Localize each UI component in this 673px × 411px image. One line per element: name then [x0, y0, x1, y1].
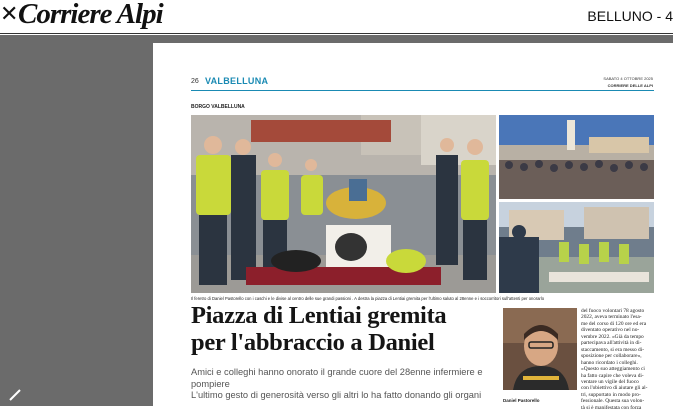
article-line: fessionale. Questa sua volon- [581, 398, 645, 405]
portrait-caption: Daniel Pastorello [503, 398, 540, 403]
site-header [0, 0, 673, 34]
publication-name: CORRIERE DELLE ALPI [607, 83, 653, 88]
article-line: del fuoco volontari 78 agosto [581, 308, 645, 314]
headline-line-1: Piazza di Lentiai gremita [191, 302, 447, 329]
article-line: me del corso di 120 ore ed era [581, 320, 647, 327]
section-title: VALBELLUNA [205, 76, 269, 86]
page-number: 26 [191, 78, 199, 85]
article-subhead [191, 367, 491, 402]
article-line: tà si è manifestata con forza [581, 404, 642, 411]
article-line: diventato operativo nel no- [581, 327, 640, 334]
article-line: sposizione per collaborare», [581, 353, 642, 360]
subhead-line-1: Amici e colleghi hanno onorato il grande cuore del 28enne infermiere e pompiere [191, 367, 483, 389]
article-line: partecipava all'attività in di- [581, 340, 642, 347]
headline-line-2: per l'abbraccio a Daniel [191, 329, 435, 356]
funeral-photo [191, 115, 496, 293]
article-line: staccamento, si era messo di- [581, 346, 645, 353]
page-date: SABATO 4 OTTOBRE 2025 [603, 76, 653, 81]
article-kicker: BORGO VALBELLUNA [191, 104, 245, 110]
article-line: ventare un vigile del fuoco [581, 378, 639, 385]
square-crowd-photo [499, 115, 654, 199]
article-headline [191, 302, 491, 356]
article-line: hanno ricordato i colleghi. [581, 359, 638, 366]
article-line: tri, supportato in modo pro- [581, 391, 641, 398]
photo-caption: Il feretro di Daniel Pastorello con i caschi e le divise al centro delle sue grandi passioni . A destra la piazza di Lentiai gremita per l'ultimo saluto al 28enne e i soccorritori sull'attenti per onorarlo [191, 296, 545, 301]
prev-page-icon[interactable] [6, 388, 24, 406]
header-divider [191, 90, 654, 91]
brand-logo[interactable]: Corriere Alpi [18, 0, 163, 30]
article-line: «Questo suo atteggiamento ci [581, 366, 645, 373]
article-line: 2022, aveva terminato l'esa- [581, 314, 642, 321]
article-line: con l'obiettivo di aiutare gli al- [581, 385, 648, 392]
subhead-line-2: L'ultimo gesto di generosità verso gli altri lo ha fatto donando gli organi [191, 390, 482, 400]
portrait-photo [503, 308, 577, 390]
article-line: ha fatto capire che voleva di- [581, 372, 644, 379]
honor-guard-photo [499, 202, 654, 293]
edition-label[interactable]: BELLUNO - 4 [587, 8, 673, 24]
newspaper-page[interactable] [153, 43, 673, 411]
article-body [581, 308, 655, 411]
article-line: vembre 2022. «Già da tempo [581, 333, 644, 340]
close-icon[interactable]: ✕ [0, 2, 19, 27]
